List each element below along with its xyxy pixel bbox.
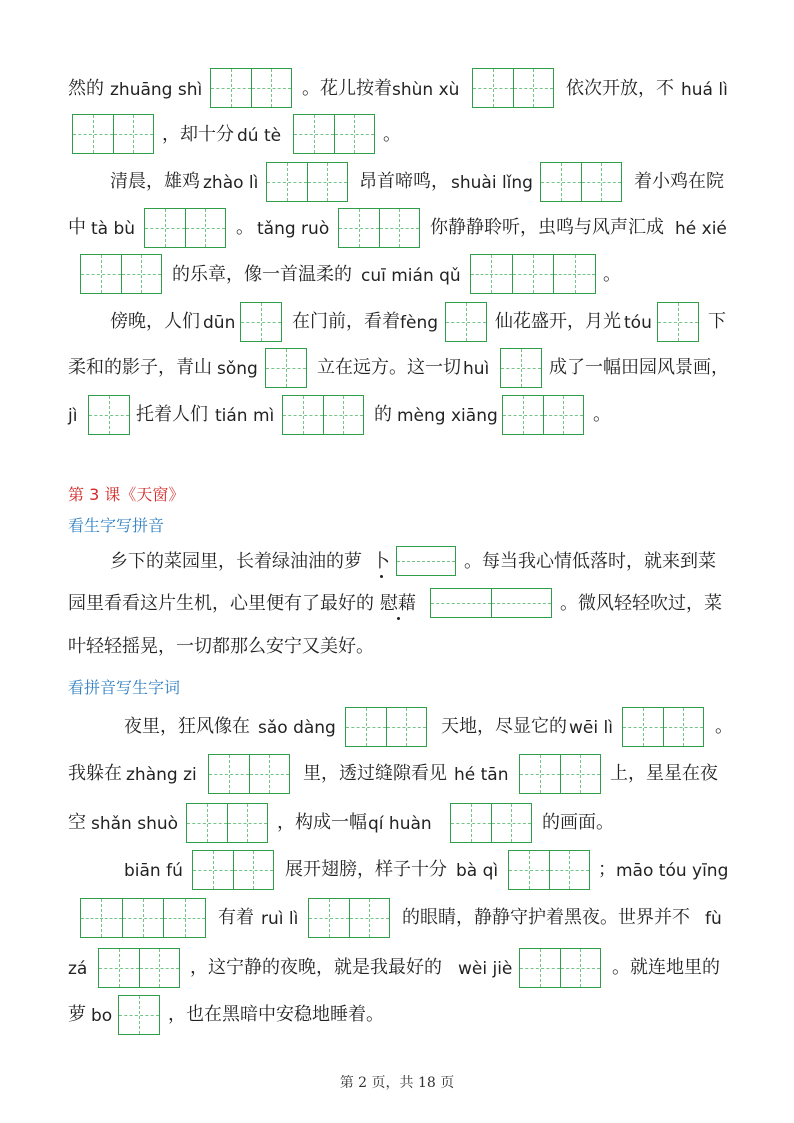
text: 乡下的菜园里，长着绿油油的萝 xyxy=(110,551,362,572)
text: 的眼睛，静静守护着黑夜。世界并不 xyxy=(402,907,690,928)
text: 里，透过缝隙看见 xyxy=(303,763,447,784)
text: ，这宁静的夜晚，就是我最好的 xyxy=(190,957,442,978)
answer-box-3[interactable] xyxy=(470,254,596,294)
text: 立在远方。这一切 xyxy=(317,357,461,378)
pinyin: huì xyxy=(463,359,490,379)
text: 展开翅膀，样子十分 xyxy=(285,859,447,880)
pinyin: mèng xiāng xyxy=(397,406,498,426)
text: 。每当我心情低落时，就来到菜 xyxy=(464,551,716,572)
answer-box-2[interactable] xyxy=(98,948,180,988)
text: 我躲在 xyxy=(68,763,122,784)
text: 叶轻轻摇晃，一切都那么安宁又美好。 xyxy=(68,636,374,657)
pinyin: wèi jiè xyxy=(458,959,513,979)
section-heading: 看拼音写生字词 xyxy=(68,678,181,697)
answer-box-2[interactable] xyxy=(622,707,704,747)
underdotted-word xyxy=(380,593,416,615)
pinyin: tà bù xyxy=(91,219,136,239)
text: 。 xyxy=(236,217,254,238)
pinyin: jì xyxy=(68,406,78,426)
pinyin: zá xyxy=(68,959,88,979)
answer-box-3[interactable] xyxy=(80,898,206,938)
section-heading: 看生字写拼音 xyxy=(68,516,165,535)
answer-box-2[interactable] xyxy=(502,395,584,435)
page-footer: 第 2 页，共 18 页 xyxy=(339,1075,455,1091)
pinyin: qí huàn xyxy=(368,814,432,834)
text: 。 xyxy=(593,404,611,425)
pinyin: cuī mián qǔ xyxy=(361,266,461,286)
pinyin: hé tān xyxy=(454,765,509,785)
text: 你静静聆听，虫鸣与风声汇成 xyxy=(430,217,664,238)
text: 上，星星在夜 xyxy=(610,763,718,784)
pinyin: shǎn shuò xyxy=(91,814,179,834)
pinyin: dú tè xyxy=(237,126,282,146)
answer-box-2[interactable] xyxy=(208,754,290,794)
answer-box-2[interactable] xyxy=(308,898,390,938)
pinyin: shùn xù xyxy=(392,80,460,100)
answer-box-1[interactable] xyxy=(500,348,542,388)
pinyin: tǎng ruò xyxy=(257,219,330,239)
text: 然的 xyxy=(68,78,104,99)
text: ，也在黑暗中安稳地睡着。 xyxy=(168,1004,384,1025)
answer-box-flat[interactable] xyxy=(430,588,552,618)
text: ； xyxy=(598,859,616,880)
pinyin: wēi lì xyxy=(569,718,613,738)
underdotted-char: 卜 xyxy=(372,551,390,572)
pinyin: fù xyxy=(705,909,722,929)
text: 中 xyxy=(68,217,86,238)
pinyin: bà qì xyxy=(456,861,499,881)
pinyin: huá lì xyxy=(681,80,728,100)
text: 。微风轻轻吹过，菜 xyxy=(560,593,722,614)
text: 柔和的影子，青山 xyxy=(68,357,212,378)
text: ，却十分 xyxy=(162,124,234,145)
pinyin: zhuāng shì xyxy=(110,80,203,100)
text: 昂首啼鸣， xyxy=(359,171,449,192)
pinyin: hé xié xyxy=(675,219,727,239)
answer-box-2[interactable] xyxy=(72,114,154,154)
answer-box-2[interactable] xyxy=(293,114,375,154)
pinyin: māo tóu yīng xyxy=(616,861,729,881)
text: 成了一幅田园风景画， xyxy=(549,357,729,378)
text: 。 xyxy=(715,716,733,737)
text: 。花儿按着 xyxy=(302,78,392,99)
text: 。 xyxy=(603,264,621,285)
pinyin: biān fú xyxy=(124,861,183,881)
text: 下 xyxy=(708,311,726,332)
text: 的画面。 xyxy=(542,812,614,833)
answer-box-2[interactable] xyxy=(186,803,268,843)
answer-box-1[interactable] xyxy=(657,302,699,342)
lesson-title: 第 3 课《天窗》 xyxy=(68,485,185,504)
answer-box-2[interactable] xyxy=(338,208,420,248)
text: 清晨，雄鸡 xyxy=(110,171,200,192)
text: 在门前，看着 xyxy=(292,311,400,332)
pinyin: shuài lǐng xyxy=(451,173,533,193)
text: 园里看看这片生机，心里便有了最好的 xyxy=(68,593,374,614)
answer-box-2[interactable] xyxy=(282,395,364,435)
answer-box-1[interactable] xyxy=(240,302,282,342)
answer-box-1[interactable] xyxy=(118,995,160,1035)
answer-box-1[interactable] xyxy=(445,302,487,342)
answer-box-flat[interactable] xyxy=(396,546,456,576)
answer-box-2[interactable] xyxy=(450,803,532,843)
text: 。就连地里的 xyxy=(612,957,720,978)
answer-box-2[interactable] xyxy=(508,850,590,890)
pinyin: sǎo dàng xyxy=(258,718,336,738)
pinyin: zhào lì xyxy=(203,173,259,193)
answer-box-1[interactable] xyxy=(265,348,307,388)
pinyin: dūn xyxy=(203,313,236,333)
text: 的乐章，像一首温柔的 xyxy=(172,264,352,285)
answer-box-2[interactable] xyxy=(519,754,601,794)
answer-box-2[interactable] xyxy=(144,208,226,248)
answer-box-2[interactable] xyxy=(345,707,427,747)
answer-box-2[interactable] xyxy=(210,68,292,108)
answer-box-2[interactable] xyxy=(519,948,601,988)
answer-box-2[interactable] xyxy=(266,162,348,202)
pinyin: zhàng zi xyxy=(126,765,197,785)
answer-box-2[interactable] xyxy=(472,68,554,108)
answer-box-2[interactable] xyxy=(192,850,274,890)
text: 的 xyxy=(374,404,392,425)
pinyin: bo xyxy=(91,1006,113,1026)
pinyin: tián mì xyxy=(215,406,275,426)
text: 空 xyxy=(68,812,86,833)
text: 着小鸡在院 xyxy=(634,171,724,192)
text: 傍晚，人们 xyxy=(110,311,200,332)
text: 仙花盛开，月光 xyxy=(495,311,621,332)
pinyin: fèng xyxy=(400,313,439,333)
text: 有着 xyxy=(218,907,254,928)
text: 天地，尽显它的 xyxy=(441,716,567,737)
text: 。 xyxy=(383,124,401,145)
text: 萝 xyxy=(68,1004,86,1025)
answer-box-2[interactable] xyxy=(80,254,162,294)
pinyin: ruì lì xyxy=(261,909,299,929)
text: ，构成一幅 xyxy=(277,812,367,833)
text: 依次开放，不 xyxy=(566,78,674,99)
answer-box-1[interactable] xyxy=(88,395,130,435)
pinyin: tóu xyxy=(624,313,652,333)
underdotted-char: 慰藉 xyxy=(380,593,416,614)
pinyin: sǒng xyxy=(217,359,258,379)
text: 夜里，狂风像在 xyxy=(124,716,250,737)
text: 托着人们 xyxy=(136,404,208,425)
answer-box-2[interactable] xyxy=(540,162,622,202)
